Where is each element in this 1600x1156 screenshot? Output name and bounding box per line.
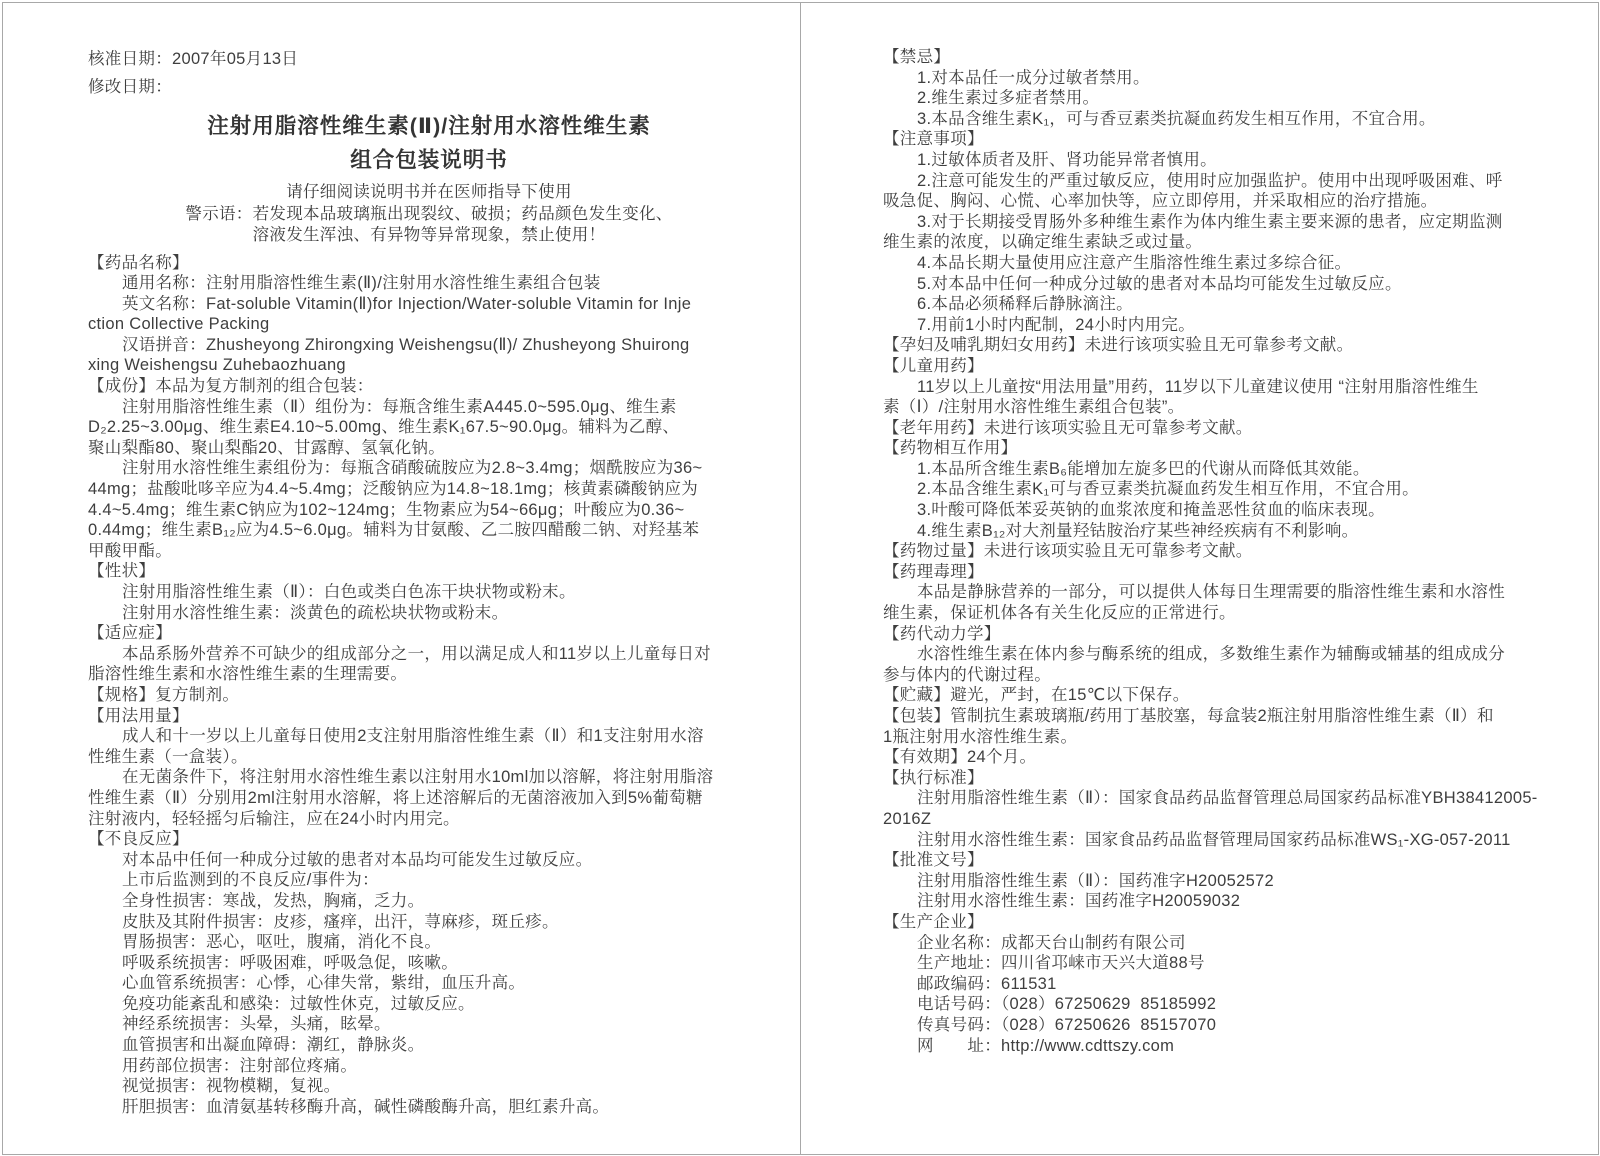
text-line: 维生素的浓度，以确定维生素缺乏或过量。 bbox=[883, 233, 1203, 252]
text-line: 3.叶酸可降低苯妥英钠的血浆浓度和掩盖恶性贫血的临床表现。 bbox=[917, 501, 1385, 520]
text-line: 1.本品所含维生素B₆能增加左旋多巴的代谢从而降低其效能。 bbox=[917, 459, 1370, 478]
text-line: 免疫功能紊乱和感染：过敏性休克，过敏反应。 bbox=[122, 994, 475, 1013]
text-line: 警示语：若发现本品玻璃瓶出现裂纹、破损；药品颜色发生变化、 bbox=[185, 204, 673, 223]
text-line: 1瓶注射用水溶性维生素。 bbox=[883, 727, 1078, 746]
text-line: 血管损害和出凝血障碍：潮红，静脉炎。 bbox=[122, 1036, 425, 1055]
text-line: 本品系肠外营养不可缺少的组成部分之一，用以满足成人和11岁以上儿童每日对 bbox=[122, 644, 711, 663]
text-line: 4.4~5.4mg；维生素C钠应为102~124mg；生物素应为54~66μg；叶酸应为0.36~ bbox=[88, 500, 685, 519]
page-right-panel bbox=[801, 3, 1598, 1154]
text-line: 5.对本品中任何一种成分过敏的患者对本品均可能发生过敏反应。 bbox=[917, 274, 1402, 293]
text-line: 1.过敏体质者及肝、肾功能异常者慎用。 bbox=[917, 150, 1217, 169]
text-line: 心血管系统损害：心悸，心律失常，紫绀，血压升高。 bbox=[122, 974, 526, 993]
text-line: 在无菌条件下，将注射用水溶性维生素以注射用水10ml加以溶解，将注射用脂溶 bbox=[122, 768, 714, 787]
text-line: 11岁以上儿童按“用法用量”用药，11岁以下儿童建议使用 “注射用脂溶性维生 bbox=[917, 377, 1479, 396]
text-line: 维生素，保证机体各有关生化反应的正常进行。 bbox=[883, 604, 1236, 623]
text-line: 注射用水溶性维生素：淡黄色的疏松块状物或粉末。 bbox=[122, 603, 509, 622]
text-line: 英文名称：Fat-soluble Vitamin(Ⅱ)for Injection/Water-soluble Vitamin for Inje bbox=[122, 294, 692, 313]
text-line: 汉语拼音：Zhusheyong Zhirongxing Weishengsu(Ⅱ)/ Zhusheyong Shuirong bbox=[122, 335, 690, 354]
text-line: 2.维生素过多症者禁用。 bbox=[917, 89, 1100, 108]
text-line: 肝胆损害：血清氨基转移酶升高，碱性磷酸酶升高，胆红素升高。 bbox=[122, 1097, 610, 1116]
text-line: 网 址：http://www.cdttszy.com bbox=[917, 1036, 1175, 1055]
text-line: xing Weishengsu Zuhebaozhuang bbox=[88, 356, 346, 375]
text-line: 传真号码：（028）67250626 85157070 bbox=[917, 1015, 1217, 1034]
text-line: 注射用脂溶性维生素（Ⅱ）：国家食品药品监督管理总局国家药品标准YBH38412005- bbox=[917, 789, 1538, 808]
text-line: 注射用脂溶性维生素（Ⅱ）：白色或类白色冻干块状物或粉末。 bbox=[122, 583, 576, 601]
text-line: 【生产企业】 bbox=[883, 912, 984, 931]
text-line: 呼吸系统损害：呼吸困难，呼吸急促，咳嗽。 bbox=[122, 953, 458, 972]
text-line: 成人和十一岁以上儿童每日使用2支注射用脂溶性维生素（Ⅱ）和1支注射用水溶 bbox=[122, 727, 704, 746]
text-line: 【贮藏】避光，严封，在15℃以下保存。 bbox=[883, 686, 1190, 705]
text-line: 【药品名称】 bbox=[88, 253, 189, 272]
text-line: 【批准文号】 bbox=[883, 851, 984, 870]
text-line: 通用名称：注射用脂溶性维生素(Ⅱ)/注射用水溶性维生素组合包装 bbox=[122, 274, 601, 293]
text-line: 请仔细阅读说明书并在医师指导下使用 bbox=[286, 183, 572, 201]
text-line: 7.用前1小时内配制，24小时内用完。 bbox=[917, 315, 1195, 334]
text-line: 3.对于长期接受胃肠外多种维生素作为体内维生素主要来源的患者，应定期监测 bbox=[917, 212, 1503, 231]
text-line: 【注意事项】 bbox=[883, 130, 984, 149]
text-line: 3.本品含维生素K₁，可与香豆素类抗凝血药发生相互作用，不宜合用。 bbox=[917, 109, 1436, 128]
text-line: 用药部位损害：注射部位疼痛。 bbox=[122, 1056, 358, 1075]
text-line: 吸急促、胸闷、心慌、心率加快等，应立即停用，并采取相应的治疗措施。 bbox=[883, 192, 1438, 211]
text-line: 2.注意可能发生的严重过敏反应，使用时应加强监护。使用中出现呼吸困难、呼 bbox=[917, 171, 1503, 190]
text-line: 注射用脂溶性维生素(Ⅱ)/注射用水溶性维生素 bbox=[207, 114, 651, 138]
text-line: 【适应症】 bbox=[88, 624, 172, 643]
text-line: 【药理毒理】 bbox=[883, 562, 984, 581]
text-line: 注射用水溶性维生素：国药准字H20059032 bbox=[917, 892, 1241, 911]
text-line: 神经系统损害：头晕，头痛，眩晕。 bbox=[122, 1015, 391, 1034]
text-line: 性维生素（Ⅱ）分别用2ml注射用水溶解，将上述溶解后的无菌溶液加入到5%葡萄糖 bbox=[88, 788, 703, 807]
text-line: 注射用水溶性维生素组份为：每瓶含硝酸硫胺应为2.8~3.4mg；烟酰胺应为36~ bbox=[122, 459, 703, 478]
text-line: 1.对本品任一成分过敏者禁用。 bbox=[917, 68, 1150, 87]
text-line: 【有效期】24个月。 bbox=[883, 748, 1037, 767]
text-line: 甲酸甲酯。 bbox=[88, 541, 172, 560]
text-line: 【性状】 bbox=[88, 562, 156, 581]
text-line: 0.44mg；维生素B₁₂应为4.5~6.0μg。辅料为甘氨酸、乙二胺四醋酸二钠、对羟基苯 bbox=[88, 521, 700, 540]
text-line: 2.本品含维生素K₁可与香豆素类抗凝血药发生相互作用，不宜合用。 bbox=[917, 480, 1419, 499]
text-line: 4.本品长期大量使用应注意产生脂溶性维生素过多综合征。 bbox=[917, 253, 1352, 272]
text-line: 企业名称：成都天台山制药有限公司 bbox=[917, 933, 1186, 952]
text-line: 【规格】复方制剂。 bbox=[88, 685, 240, 704]
text-line: 本品是静脉营养的一部分，可以提供人体每日生理需要的脂溶性维生素和水溶性 bbox=[917, 583, 1505, 602]
text-line: 全身性损害：寒战，发热，胸痛，乏力。 bbox=[122, 891, 425, 910]
text-line: 核准日期：2007年05月13日 bbox=[88, 50, 299, 68]
text-line: D₂2.25~3.00μg、维生素E4.10~5.00mg、维生素K₁67.5~90.0μg。辅料为乙醇、 bbox=[88, 418, 680, 437]
text-line: 注射用脂溶性维生素（Ⅱ）组份为：每瓶含维生素A445.0~595.0μg、维生素 bbox=[122, 397, 677, 416]
text-line: 2016Z bbox=[883, 809, 932, 828]
text-line: 【儿童用药】 bbox=[883, 356, 984, 375]
text-line: 【禁忌】 bbox=[883, 48, 951, 66]
text-line: 溶液发生浑浊、有异物等异常现象，禁止使用！ bbox=[252, 226, 606, 244]
text-line: 【包装】管制抗生素玻璃瓶/药用丁基胶塞，每盒装2瓶注射用脂溶性维生素（Ⅱ）和 bbox=[883, 707, 1494, 725]
text-line: 【老年用药】未进行该项实验且无可靠参考文献。 bbox=[883, 418, 1253, 437]
text-line: 电话号码：（028）67250629 85185992 bbox=[917, 995, 1217, 1014]
text-line: 【药物相互作用】 bbox=[883, 439, 1018, 458]
text-line: 参与体内的代谢过程。 bbox=[883, 665, 1051, 684]
text-line: 脂溶性维生素和水溶性维生素的生理需要。 bbox=[88, 665, 408, 684]
text-line: 【药物过量】未进行该项实验且无可靠参考文献。 bbox=[883, 542, 1253, 561]
text-line: 对本品中任何一种成分过敏的患者对本品均可能发生过敏反应。 bbox=[122, 850, 593, 869]
text-line: 【孕妇及哺乳期妇女用药】未进行该项实验且无可靠参考文献。 bbox=[883, 336, 1354, 355]
text-line: 生产地址：四川省邛崃市天兴大道88号 bbox=[917, 954, 1205, 973]
text-line: 水溶性维生素在体内参与酶系统的组成，多数维生素作为辅酶或辅基的组成成分 bbox=[917, 645, 1505, 664]
document-sheet bbox=[2, 2, 1599, 1155]
text-line: 注射用脂溶性维生素（Ⅱ）：国药准字H20052572 bbox=[917, 871, 1274, 890]
text-line: 视觉损害：视物模糊，复视。 bbox=[122, 1077, 341, 1096]
text-line: ction Collective Packing bbox=[88, 315, 270, 334]
text-line: 4.维生素B₁₂对大剂量羟钴胺治疗某些神经疾病有不利影响。 bbox=[917, 521, 1359, 540]
text-line: 44mg；盐酸吡哆辛应为4.4~5.4mg；泛酸钠应为14.8~18.1mg；核黄素磷酸钠应为 bbox=[88, 480, 699, 499]
text-line: 【成份】本品为复方制剂的组合包装： bbox=[88, 377, 374, 396]
text-line: 【执行标准】 bbox=[883, 768, 984, 787]
text-line: 【不良反应】 bbox=[88, 830, 189, 849]
text-line: 注射用水溶性维生素：国家食品药品监督管理局国家药品标准WS₁-XG-057-2011 bbox=[917, 830, 1511, 849]
text-line: 6.本品必须稀释后静脉滴注。 bbox=[917, 295, 1133, 314]
page-left-panel bbox=[3, 3, 801, 1154]
text-line: 修改日期： bbox=[88, 78, 172, 96]
text-line: 上市后监测到的不良反应/事件为： bbox=[122, 871, 379, 890]
text-line: 聚山梨酯80、聚山梨酯20、甘露醇、氢氧化钠。 bbox=[88, 438, 446, 457]
text-line: 皮肤及其附件损害：皮疹，瘙痒，出汗，荨麻疹，斑丘疹。 bbox=[122, 912, 559, 931]
text-line: 注射液内，轻轻摇匀后输注，应在24小时内用完。 bbox=[88, 809, 460, 828]
text-line: 性维生素（一盒装）。 bbox=[88, 747, 248, 766]
text-line: 【药代动力学】 bbox=[883, 624, 1001, 643]
text-line: 【用法用量】 bbox=[88, 706, 189, 725]
text-line: 素（Ⅰ）/注射用水溶性维生素组合包装”。 bbox=[883, 398, 1185, 417]
text-line: 组合包装说明书 bbox=[350, 148, 508, 172]
text-line: 邮政编码：611531 bbox=[917, 974, 1057, 993]
text-line: 胃肠损害：恶心，呕吐，腹痛，消化不良。 bbox=[122, 933, 442, 952]
